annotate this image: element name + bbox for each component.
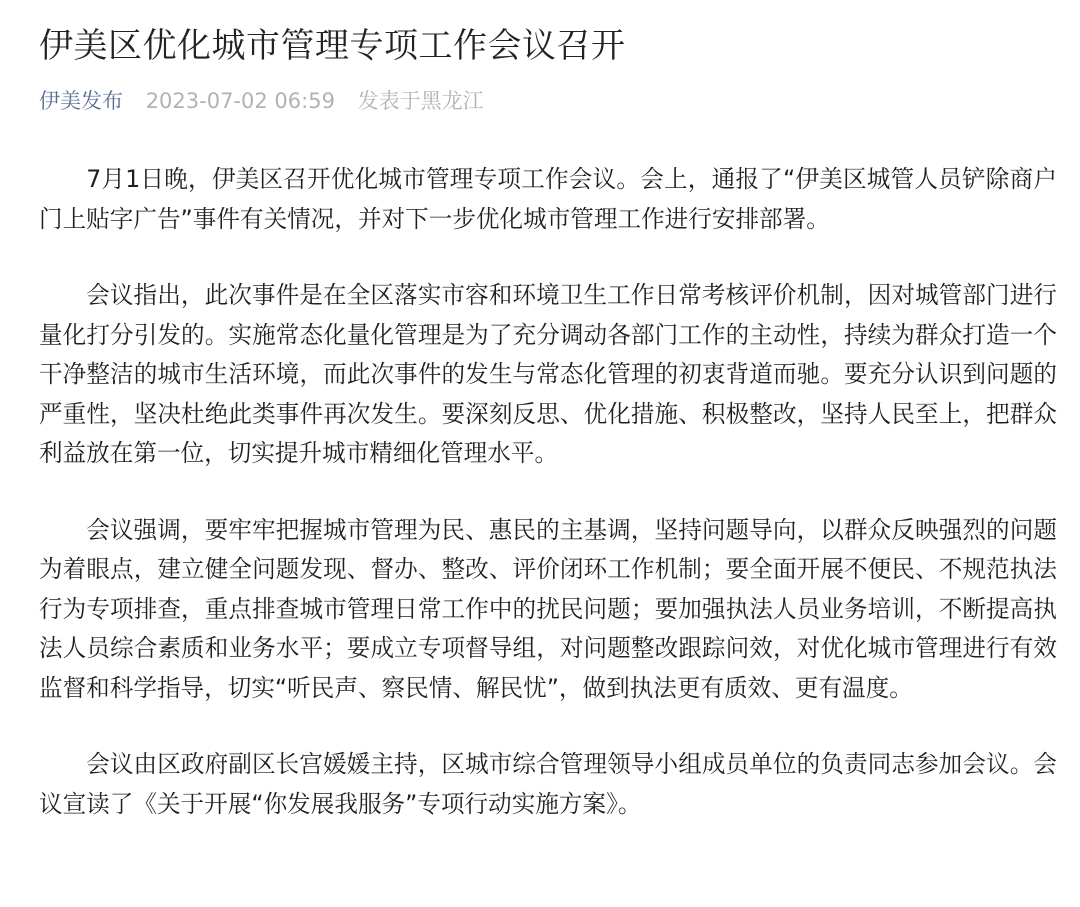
publish-time: 2023-07-02 06:59 [145, 89, 335, 113]
paragraph-3: 会议强调，要牢牢把握城市管理为民、惠民的主基调，坚持问题导向，以群众反映强烈的问题为着眼点，建立健全问题发现、督办、整改、评价闭环工作机制；要全面开展不便民、不规范执法行为专项排查，重点排查城市管理日常工作中的扰民问题；要加强执法人员业务培训，不断提高执法人员综合素质和业务水平；要成立专项督导组，对问题整改跟踪问效，对优化城市管理进行有效监督和科学指导，切实“听民声、察民情、解民忧”，做到执法更有质效、更有温度。 [39, 515, 1057, 702]
paragraph-4: 会议由区政府副区长宫媛媛主持，区城市综合管理领导小组成员单位的负责同志参加会议。会议宣读了《关于开展“你发展我服务”专项行动实施方案》。 [39, 750, 1057, 818]
page-title: 伊美区优化城市管理专项工作会议召开 [39, 26, 626, 66]
article-body [39, 160, 1057, 824]
paragraph-2: 会议指出，此次事件是在全区落实市容和环境卫生工作日常考核评价机制，因对城管部门进行量化打分引发的。实施常态化量化管理是为了充分调动各部门工作的主动性，持续为群众打造一个干净整洁的城市生活环境，而此次事件的发生与常态化管理的初衷背道而驰。要充分认识到问题的严重性，坚决杜绝此类事件再次发生。要深刻反思、优化措施、积极整改，坚持人民至上，把群众利益放在第一位，切实提升城市精细化管理水平。 [39, 281, 1057, 467]
author-link[interactable]: 伊美发布 [39, 89, 123, 113]
article-meta [39, 86, 1057, 116]
paragraph-1: 7月1日晚，伊美区召开优化城市管理专项工作会议。会上，通报了“伊美区城管人员铲除商户门上贴字广告”事件有关情况，并对下一步优化城市管理工作进行安排部署。 [39, 165, 1057, 233]
article [39, 0, 1057, 861]
publish-location: 发表于黑龙江 [357, 89, 484, 113]
